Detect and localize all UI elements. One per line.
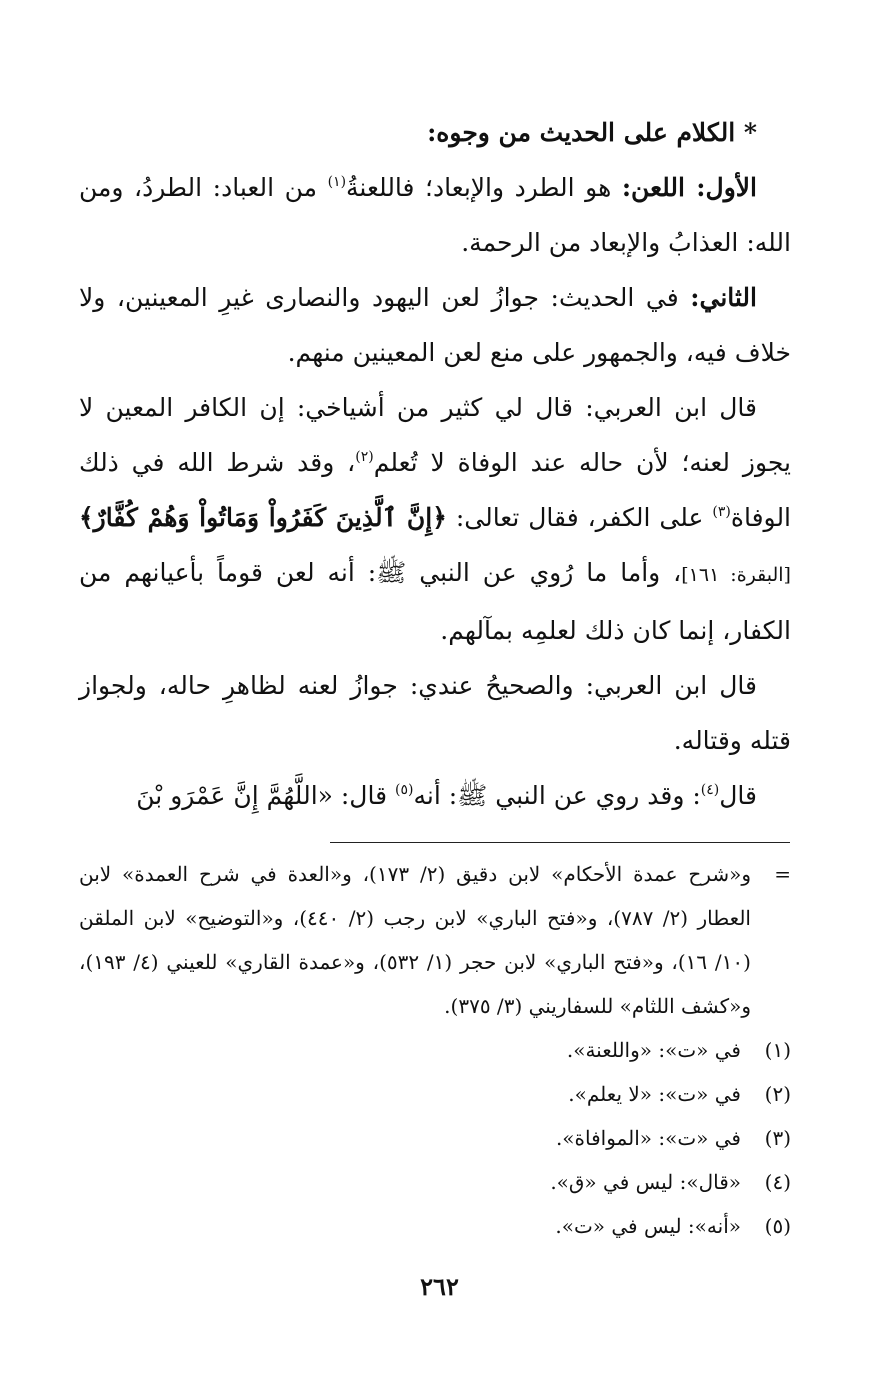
paragraph-text: : وقد روي عن النبي ﷺ: أنه (413, 781, 701, 810)
footnote-item (79, 1116, 791, 1160)
footnote-ref: (٥) (394, 782, 414, 798)
page-number: ٢٦٢ (420, 1272, 459, 1301)
footnote-text: «أنه»: ليس في «ت». (555, 1214, 741, 1238)
footnote-number: (٢) (764, 1082, 791, 1106)
footnote-item (79, 1072, 791, 1116)
footnote-item (79, 1204, 791, 1248)
paragraph-first-point (79, 160, 791, 270)
paragraph-text: قال ابن العربي: قال لي كثير من أشياخي: إن الكافر المعين لا يجوز لعنه؛ لأن حاله عند الوفاة لا تُعلم (79, 393, 791, 477)
paragraph-text: قال (719, 781, 757, 810)
paragraph-text: على الكفر، فقال تعالى: (446, 503, 713, 532)
point-label: الثاني: (690, 283, 757, 312)
footnotes (79, 852, 791, 1248)
footnote-divider (330, 842, 790, 843)
footnote-item (79, 1160, 791, 1204)
quran-verse: ﴿إِنَّ ٱلَّذِينَ كَفَرُواْ وَمَاتُواْ وَهُمْ كُفَّارٌ﴾ (79, 503, 447, 532)
footnote-text: في «ت»: «واللعنة». (566, 1038, 741, 1062)
paragraph-second-point (79, 270, 791, 380)
paragraph-text: قال ابن العربي: والصحيحُ عندي: جوازُ لعنه لظاهرِ حاله، ولجواز قتله وقتاله. (79, 671, 791, 755)
footnote-text: في «ت»: «لا يعلم». (568, 1082, 741, 1106)
continuation-mark: = (774, 862, 791, 886)
main-text (79, 105, 791, 823)
paragraph-text: من العباد: الطردُ، ومن الله: العذابُ والإبعاد من الرحمة. (79, 173, 791, 257)
paragraph-ibn-arabi-1 (79, 380, 791, 658)
footnote-ref: (٣) (712, 504, 731, 520)
point-label: الأول: اللعن: (621, 173, 757, 202)
footnote-number: (٤) (764, 1170, 791, 1194)
verse-reference: [البقرة: ١٦١] (681, 564, 791, 586)
footnote-text: في «ت»: «الموافاة». (555, 1126, 741, 1150)
footnote-ref: (٤) (700, 782, 720, 798)
footnote-number: (١) (764, 1038, 791, 1062)
paragraph-ibn-arabi-2 (79, 658, 791, 768)
footnote-number: (٣) (764, 1126, 791, 1150)
footnote-ref: (١) (327, 174, 347, 190)
section-heading: * الكلام على الحديث من وجوه: (427, 118, 757, 147)
footnote-text: و«شرح عمدة الأحكام» لابن دقيق (٢/ ١٧٣)، و«العدة في شرح العمدة» لابن العطار (٢/ ٧٨٧)، و«فتح الباري» لابن رجب (٢/ ٤٤٠)، و«التوضيح» لابن الملقن (١٠/ ١٦)، و«فتح الباري» لابن حجر (١/ ٥٣٢)، و«عمدة القاري» للعيني (٤/ ١٩٣)، و«كشف اللثام» للسفاريني (٣/ ٣٧٥). (79, 862, 751, 1018)
footnote-number: (٥) (764, 1214, 791, 1238)
footnote-text: «قال»: ليس في «ق». (550, 1170, 741, 1194)
paragraph-hadith (79, 768, 791, 823)
paragraph-text: قال: «اللَّهُمَّ إِنَّ عَمْرَو بْنَ (136, 781, 395, 810)
footnote-continuation (79, 852, 791, 1028)
paragraph-text: في الحديث: جوازُ لعن اليهود والنصارى غيرِ المعينين، ولا خلاف فيه، والجمهور على منع لعن المعينين منهم. (79, 283, 791, 367)
paragraph-text: هو الطرد والإبعاد؛ فاللعنةُ (346, 173, 622, 202)
paragraph-text: ، وقد شرط الله في ذلك الوفاة (79, 448, 792, 532)
footnote-item (79, 1028, 791, 1072)
paragraph-text: ، وأما ما رُوي عن النبي ﷺ: أنه لعن قوماً بأعيانهم من الكفار، إنما كان ذلك لعلمِه بمآلهم. (79, 558, 791, 645)
footnote-ref: (٢) (355, 449, 374, 465)
